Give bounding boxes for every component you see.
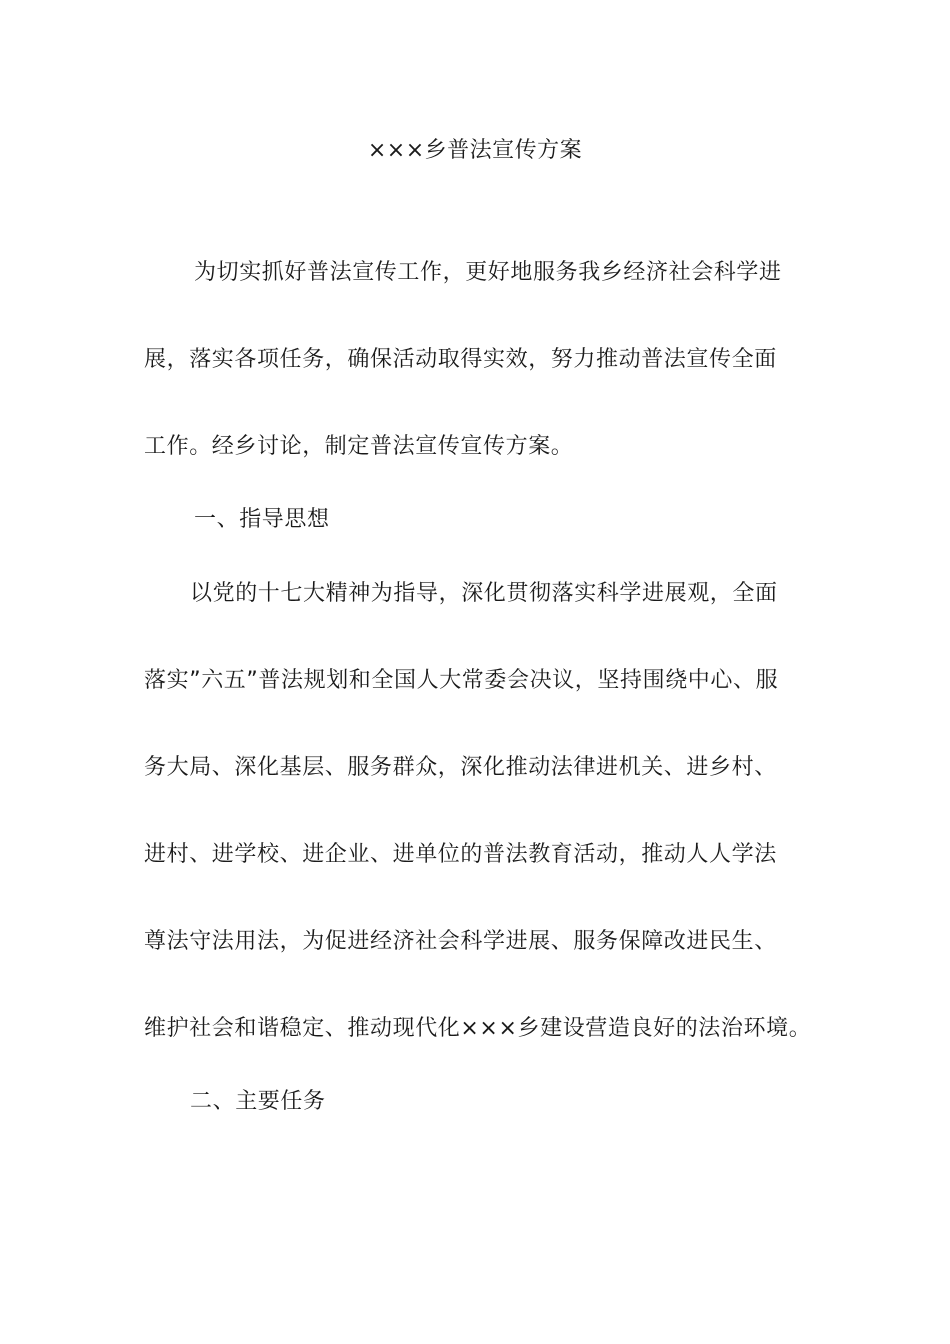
paragraph-line: 工作。经乡讨论，制定普法宣传宣传方案。 <box>144 434 574 459</box>
paragraph-line: 尊法守法用法，为促进经济社会科学进展、服务保障改进民生、 <box>144 929 777 954</box>
section-heading: 一、指导思想 <box>194 507 330 532</box>
paragraph-line: 务大局、深化基层、服务群众，深化推动法律进机关、进乡村、 <box>144 755 777 780</box>
section-heading: 二、主要任务 <box>190 1089 326 1114</box>
paragraph-line: 落实”六五”普法规划和全国人大常委会决议，坚持围绕中心、服 <box>144 668 779 693</box>
document-title: ×××乡普法宣传方案 <box>367 138 583 163</box>
paragraph-line: 维护社会和谐稳定、推动现代化×××乡建设营造良好的法治环境。 <box>144 1016 812 1041</box>
paragraph-line: 以党的十七大精神为指导，深化贯彻落实科学进展观，全面 <box>190 581 778 606</box>
paragraph-line: 为切实抓好普法宣传工作，更好地服务我乡经济社会科学进 <box>194 260 782 285</box>
paragraph-line: 进村、进学校、进企业、进单位的普法教育活动，推动人人学法 <box>144 842 777 867</box>
paragraph-line: 展，落实各项任务，确保活动取得实效，努力推动普法宣传全面 <box>144 347 777 372</box>
